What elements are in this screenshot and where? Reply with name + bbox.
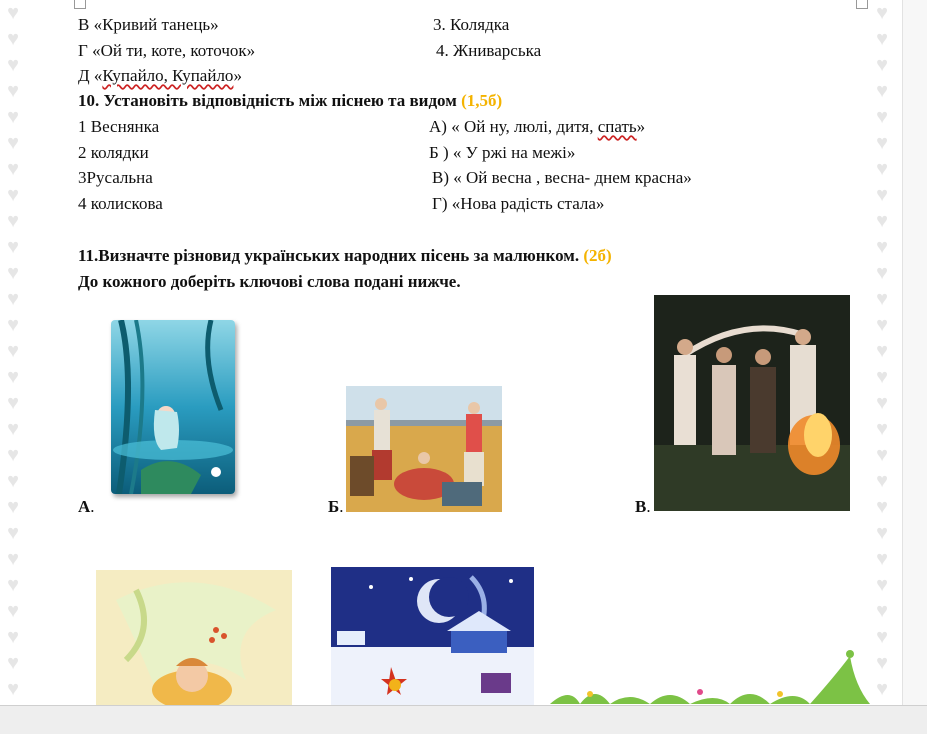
question-10-score: (1,5б)	[461, 91, 503, 110]
label-c: В.	[635, 497, 651, 516]
q10-left-3: 3Русальна	[78, 168, 153, 187]
q10-right-v: В) « Ой весна , весна- днем красна»	[432, 168, 692, 187]
lullaby-image[interactable]	[96, 570, 292, 706]
left-heart-border: ♥ ♥ ♥ ♥ ♥ ♥ ♥ ♥ ♥ ♥ ♥ ♥ ♥ ♥ ♥ ♥ ♥ ♥ ♥ ♥ ♥ ♥ ♥ ♥ ♥ ♥ ♥	[7, 2, 19, 700]
prev-item-v: В «Кривий танець»	[78, 15, 219, 34]
harvest-image[interactable]	[346, 386, 502, 512]
carol-image[interactable]	[331, 567, 534, 706]
question-11-title: 11.Визначте різновид українських народних пісень за малюнком. (2б)	[78, 246, 612, 265]
kupala-image[interactable]	[654, 295, 850, 511]
q10-right-g: Г) «Нова радість стала»	[432, 194, 605, 213]
prev-item-3: 3. Колядка	[433, 15, 510, 34]
q10-left-1: 1 Веснянка	[78, 117, 160, 136]
label-a: А.	[78, 497, 95, 516]
question-10-title: 10. Установіть відповідність між піснею та видом (1,5б)	[78, 91, 503, 110]
question-11-score: (2б)	[583, 246, 612, 265]
q10-left-4: 4 колискова	[78, 194, 163, 213]
question-11-subtitle: До кожного доберіть ключові слова подані нижче.	[78, 272, 461, 291]
prev-item-g: Г «Ой ти, коте, коточок»	[78, 41, 256, 60]
q10-left-2: 2 колядки	[78, 143, 149, 162]
label-b: Б.	[328, 497, 344, 516]
right-margin-marker[interactable]	[856, 0, 868, 9]
mermaid-image[interactable]	[111, 320, 235, 494]
prev-item-d: Д «Купайло, Купайло»	[78, 66, 242, 85]
q10-right-b: Б ) « У ржі на межі»	[429, 143, 576, 162]
grass-decoration	[550, 646, 870, 706]
right-heart-border: ♥ ♥ ♥ ♥ ♥ ♥ ♥ ♥ ♥ ♥ ♥ ♥ ♥ ♥ ♥ ♥ ♥ ♥ ♥ ♥ ♥ ♥ ♥ ♥ ♥ ♥ ♥	[876, 2, 888, 700]
vertical-scrollbar[interactable]	[902, 0, 927, 706]
left-margin-marker[interactable]	[74, 0, 86, 9]
q10-right-a: А) « Ой ну, люлі, дитя, спать»	[429, 117, 646, 136]
status-bar	[0, 705, 927, 734]
prev-item-4: 4. Жниварська	[436, 41, 542, 60]
